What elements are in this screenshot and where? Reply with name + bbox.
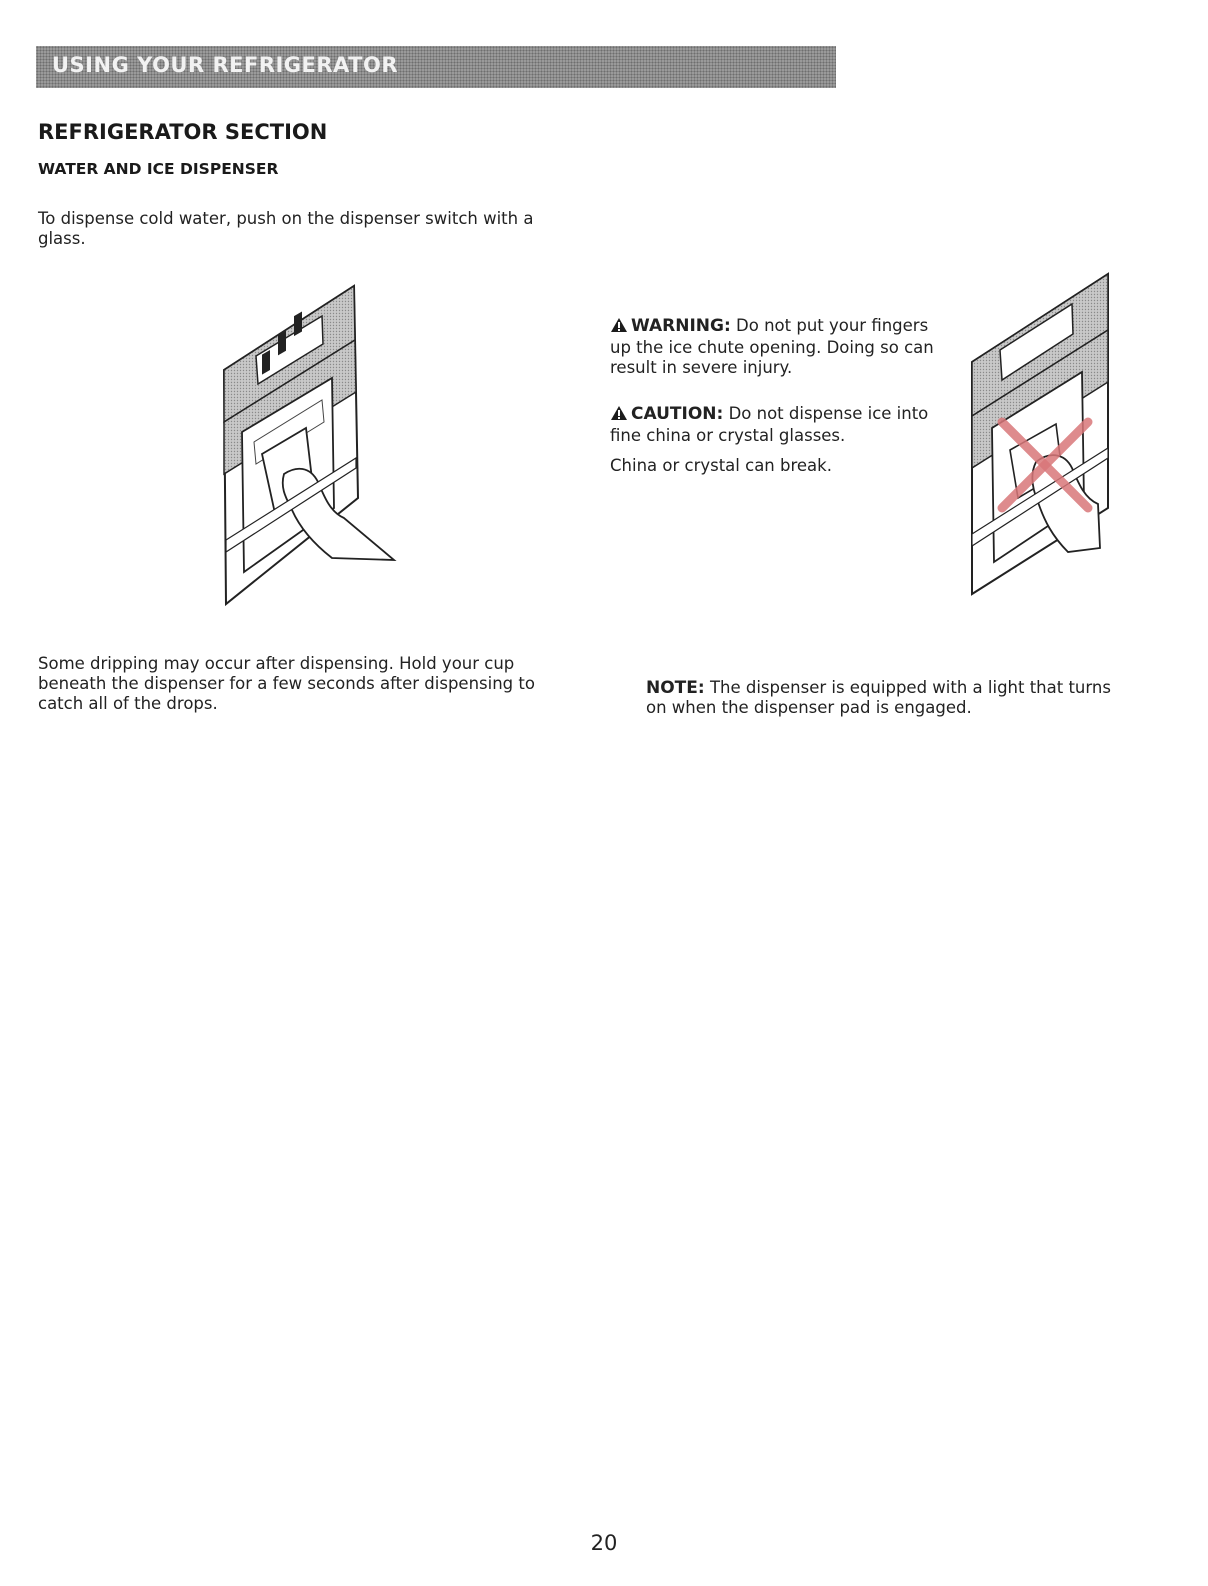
note-label: NOTE:: [646, 678, 705, 698]
prohibited-china-drawing: [952, 272, 1112, 602]
warning-text: Do not put your fingers up the ice chute opening. Doing so can result in severe injury.: [610, 316, 934, 377]
caution-extra-text: China or crystal can break.: [610, 456, 832, 475]
page-number: 20: [590, 1531, 618, 1555]
dripping-paragraph: Some dripping may occur after dispensing. Hold your cup beneath the dispenser for a few seconds after dispensing to catch all of the drops.: [38, 654, 535, 713]
caution-label: CAUTION:: [631, 404, 724, 424]
section-banner: [36, 46, 836, 88]
caution-notice: [610, 404, 940, 446]
dispenser-glass-illustration: [218, 282, 398, 616]
intro-paragraph: To dispense cold water, push on the dispenser switch with a glass.: [38, 209, 534, 248]
warning-triangle-icon: [610, 405, 628, 426]
prohibited-china-illustration: [952, 272, 1112, 606]
warning-label: WARNING:: [631, 316, 731, 336]
banner-title: USING YOUR REFRIGERATOR: [52, 53, 399, 77]
warning-notice: [610, 316, 940, 378]
subsection-title: WATER AND ICE DISPENSER: [38, 160, 279, 178]
note-paragraph: [646, 678, 1116, 718]
caution-text: Do not dispense ice into fine china or crystal glasses.: [610, 404, 929, 445]
section-title: REFRIGERATOR SECTION: [38, 120, 328, 144]
note-text: The dispenser is equipped with a light that turns on when the dispenser pad is engaged.: [646, 678, 1111, 717]
dispenser-glass-drawing: [218, 282, 398, 612]
warning-triangle-icon: [610, 317, 628, 338]
